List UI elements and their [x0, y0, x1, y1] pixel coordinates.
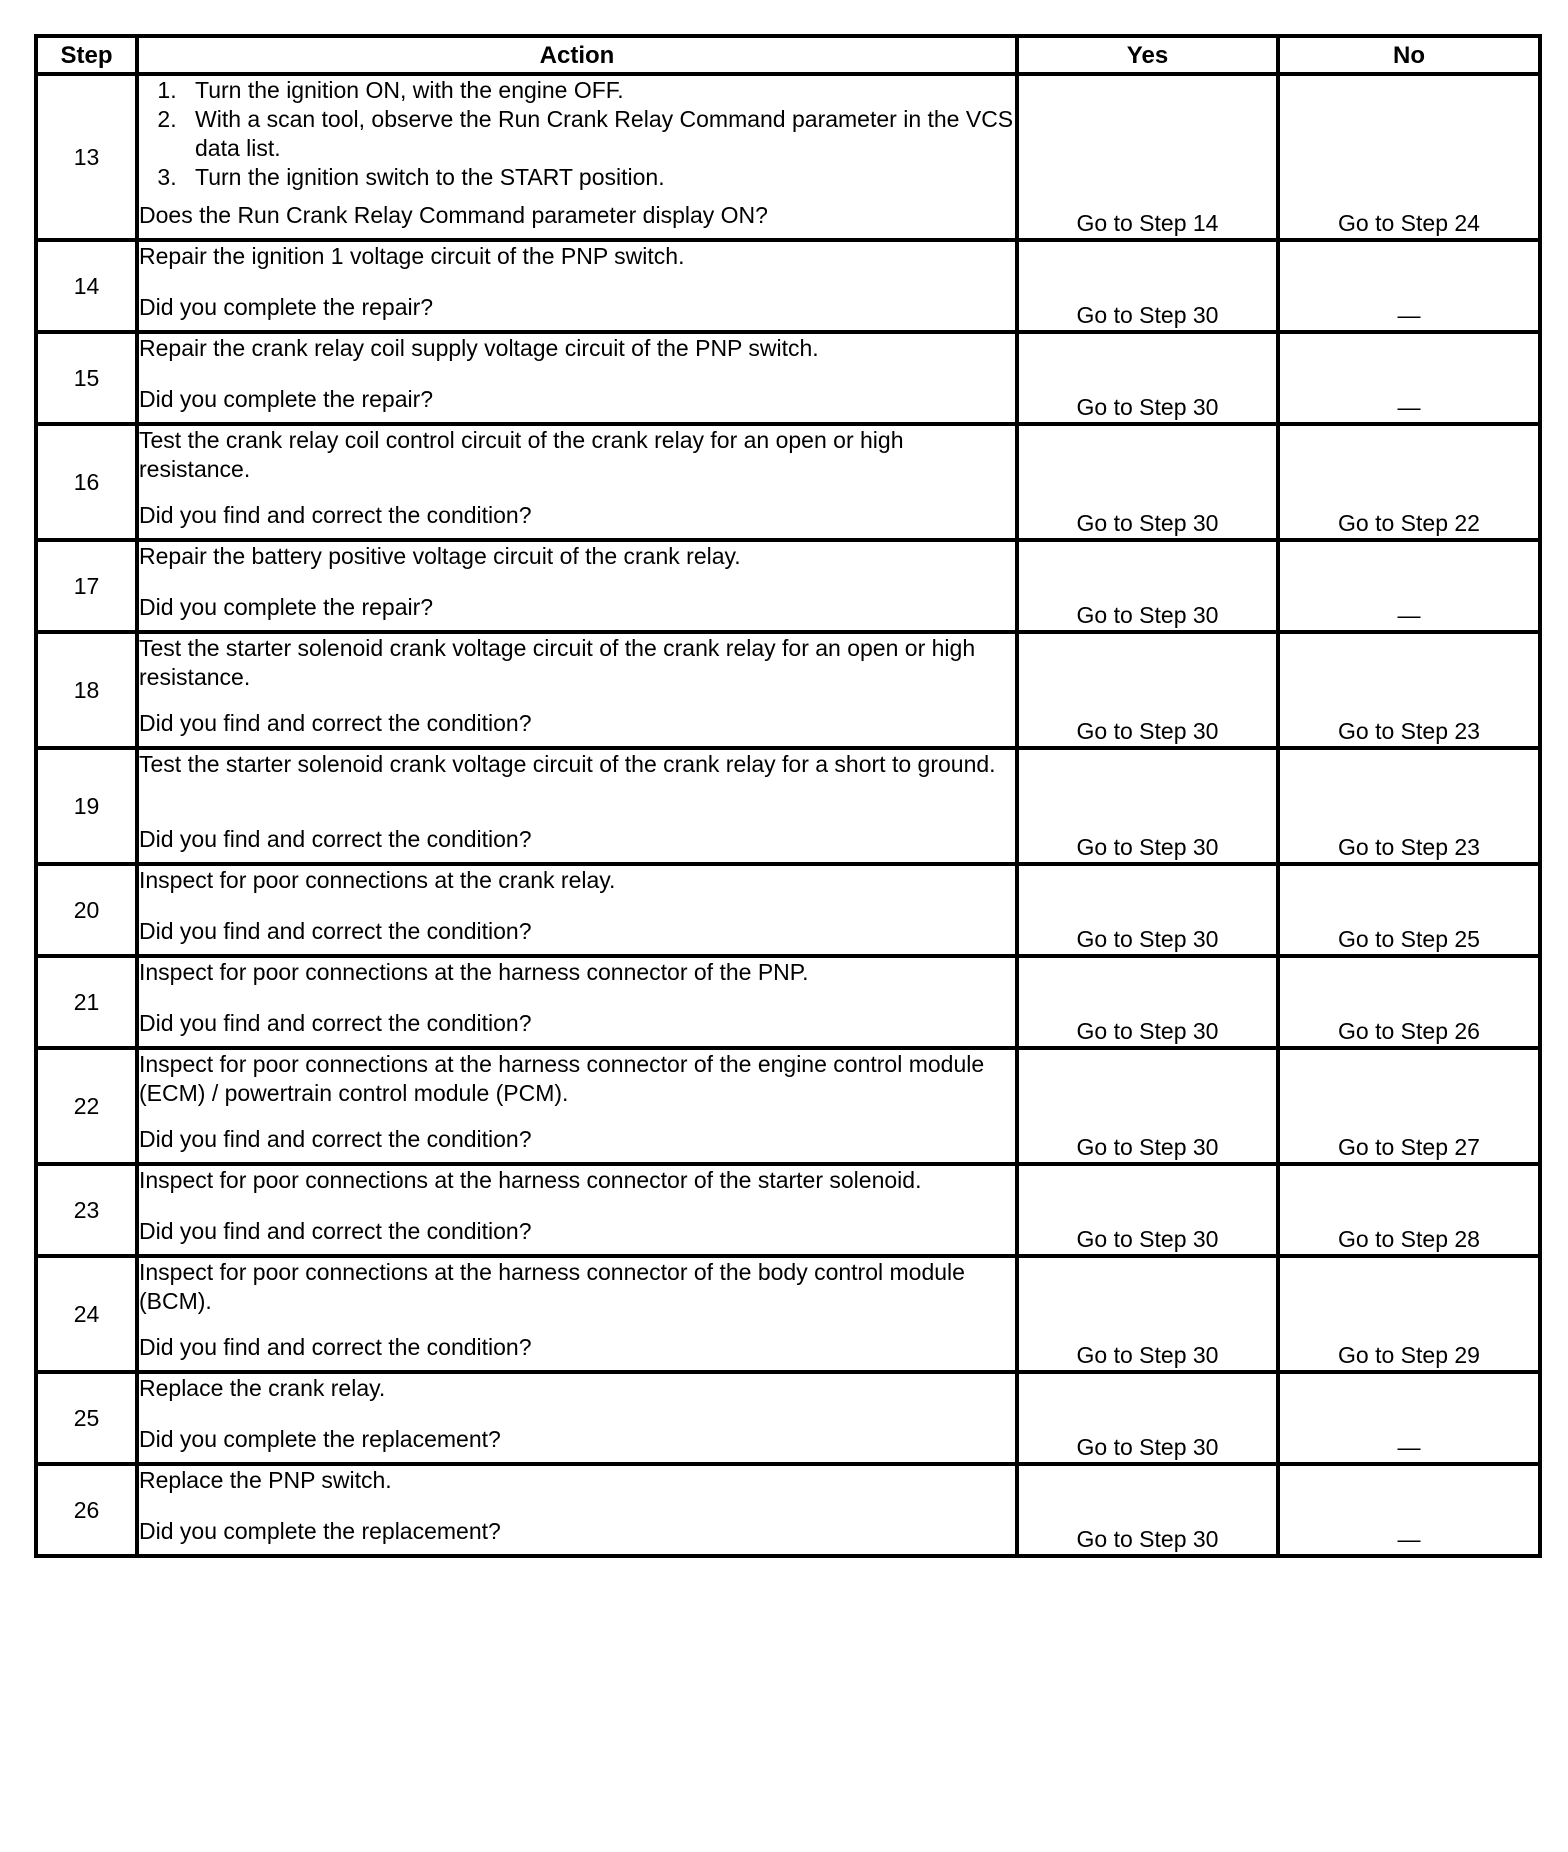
yes-result: Go to Step 30: [1017, 1256, 1278, 1372]
step-number: 15: [36, 332, 137, 424]
question-text: Did you complete the repair?: [139, 294, 434, 320]
step-number: 13: [36, 74, 137, 240]
header-no: No: [1278, 36, 1540, 74]
no-result: Go to Step 24: [1278, 74, 1540, 240]
no-result: Go to Step 27: [1278, 1048, 1540, 1164]
table-row: [36, 424, 1540, 540]
action-cell: [137, 1048, 1017, 1164]
table-row: [36, 540, 1540, 632]
yes-result: Go to Step 30: [1017, 956, 1278, 1048]
instruction-text: Inspect for poor connections at the harness connector of the body control module (BCM).: [139, 1259, 965, 1314]
action-content: [139, 426, 1015, 530]
instruction-item: 3. Turn the ignition switch to the START position.: [183, 163, 1015, 192]
action-cell: [137, 1464, 1017, 1556]
no-result: Go to Step 22: [1278, 424, 1540, 540]
action-content: [139, 76, 1015, 230]
action-cell: [137, 74, 1017, 240]
instruction-item: 1. Turn the ignition ON, with the engine OFF.: [183, 76, 1015, 105]
table-row: [36, 332, 1540, 424]
table-row: [36, 1372, 1540, 1464]
instruction-text: Test the crank relay coil control circuit of the crank relay for an open or high resistance.: [139, 427, 904, 482]
yes-result: Go to Step 30: [1017, 332, 1278, 424]
instruction-text: Test the starter solenoid crank voltage circuit of the crank relay for an open or high resistance.: [139, 635, 976, 690]
question-text: Did you find and correct the condition?: [139, 710, 532, 736]
question-text: Does the Run Crank Relay Command parameter display ON?: [139, 202, 768, 228]
question-text: Did you find and correct the condition?: [139, 826, 532, 852]
action-content: [139, 634, 1015, 738]
instruction-item: 2. With a scan tool, observe the Run Crank Relay Command parameter in the VCS data list.: [183, 105, 1015, 163]
yes-result: Go to Step 30: [1017, 1372, 1278, 1464]
table-row: [36, 1164, 1540, 1256]
no-result: —: [1278, 1464, 1540, 1556]
yes-result: Go to Step 30: [1017, 864, 1278, 956]
question-text: Did you find and correct the condition?: [139, 918, 532, 944]
yes-result: Go to Step 30: [1017, 1464, 1278, 1556]
yes-result: Go to Step 30: [1017, 424, 1278, 540]
table-row: [36, 74, 1540, 240]
action-content: [139, 1374, 1015, 1454]
action-content: [139, 1166, 1015, 1246]
instruction-text: Inspect for poor connections at the harness connector of the starter solenoid.: [139, 1167, 922, 1193]
question-text: Did you complete the replacement?: [139, 1518, 501, 1544]
action-content: [139, 542, 1015, 622]
table-row: [36, 1464, 1540, 1556]
step-number: 22: [36, 1048, 137, 1164]
action-content: [139, 1050, 1015, 1154]
question-text: Did you find and correct the condition?: [139, 1334, 532, 1360]
no-result: —: [1278, 540, 1540, 632]
header-step: Step: [36, 36, 137, 74]
yes-result: Go to Step 30: [1017, 1048, 1278, 1164]
step-number: 16: [36, 424, 137, 540]
no-result: Go to Step 28: [1278, 1164, 1540, 1256]
step-number: 21: [36, 956, 137, 1048]
action-cell: [137, 240, 1017, 332]
action-cell: [137, 540, 1017, 632]
action-cell: [137, 748, 1017, 864]
question-text: Did you complete the repair?: [139, 594, 434, 620]
step-number: 19: [36, 748, 137, 864]
action-cell: [137, 332, 1017, 424]
question-text: Did you complete the repair?: [139, 386, 434, 412]
step-number: 17: [36, 540, 137, 632]
action-cell: [137, 1256, 1017, 1372]
yes-result: Go to Step 30: [1017, 540, 1278, 632]
header-action: Action: [137, 36, 1017, 74]
action-cell: [137, 424, 1017, 540]
diagnostic-table: [34, 34, 1542, 1558]
yes-result: Go to Step 14: [1017, 74, 1278, 240]
instruction-text: Replace the PNP switch.: [139, 1467, 392, 1493]
action-content: [139, 334, 1015, 414]
question-text: Did you find and correct the condition?: [139, 502, 532, 528]
yes-result: Go to Step 30: [1017, 748, 1278, 864]
action-content: [139, 1466, 1015, 1546]
step-number: 20: [36, 864, 137, 956]
instruction-text: Replace the crank relay.: [139, 1375, 386, 1401]
no-result: Go to Step 26: [1278, 956, 1540, 1048]
instruction-text: Inspect for poor connections at the harness connector of the engine control module (ECM) / powertrain control module (PCM).: [139, 1051, 985, 1106]
question-text: Did you find and correct the condition?: [139, 1126, 532, 1152]
no-result: —: [1278, 1372, 1540, 1464]
table-row: [36, 956, 1540, 1048]
table-row: [36, 1048, 1540, 1164]
action-content: [139, 866, 1015, 946]
table-row: [36, 748, 1540, 864]
no-result: —: [1278, 240, 1540, 332]
action-content: [139, 750, 1015, 854]
question-text: Did you find and correct the condition?: [139, 1218, 532, 1244]
step-number: 25: [36, 1372, 137, 1464]
step-number: 23: [36, 1164, 137, 1256]
no-result: Go to Step 23: [1278, 748, 1540, 864]
question-text: Did you complete the replacement?: [139, 1426, 501, 1452]
table-row: [36, 1256, 1540, 1372]
action-cell: [137, 1164, 1017, 1256]
no-result: Go to Step 29: [1278, 1256, 1540, 1372]
action-content: [139, 1258, 1015, 1362]
yes-result: Go to Step 30: [1017, 632, 1278, 748]
no-result: Go to Step 25: [1278, 864, 1540, 956]
no-result: —: [1278, 332, 1540, 424]
header-yes: Yes: [1017, 36, 1278, 74]
action-cell: [137, 864, 1017, 956]
table-row: [36, 632, 1540, 748]
yes-result: Go to Step 30: [1017, 1164, 1278, 1256]
table-row: [36, 864, 1540, 956]
instruction-text: Inspect for poor connections at the harness connector of the PNP.: [139, 959, 809, 985]
no-result: Go to Step 23: [1278, 632, 1540, 748]
instruction-text: Test the starter solenoid crank voltage circuit of the crank relay for a short to ground.: [139, 751, 996, 777]
instruction-list: [139, 76, 1015, 192]
question-text: Did you find and correct the condition?: [139, 1010, 532, 1036]
step-number: 24: [36, 1256, 137, 1372]
action-content: [139, 958, 1015, 1038]
yes-result: Go to Step 30: [1017, 240, 1278, 332]
instruction-text: Repair the ignition 1 voltage circuit of the PNP switch.: [139, 243, 685, 269]
action-cell: [137, 956, 1017, 1048]
instruction-text: Repair the battery positive voltage circuit of the crank relay.: [139, 543, 741, 569]
instruction-text: Inspect for poor connections at the crank relay.: [139, 867, 616, 893]
action-content: [139, 242, 1015, 322]
action-cell: [137, 1372, 1017, 1464]
instruction-text: Repair the crank relay coil supply voltage circuit of the PNP switch.: [139, 335, 819, 361]
header-row: [36, 36, 1540, 74]
step-number: 18: [36, 632, 137, 748]
table-row: [36, 240, 1540, 332]
step-number: 26: [36, 1464, 137, 1556]
step-number: 14: [36, 240, 137, 332]
action-cell: [137, 632, 1017, 748]
